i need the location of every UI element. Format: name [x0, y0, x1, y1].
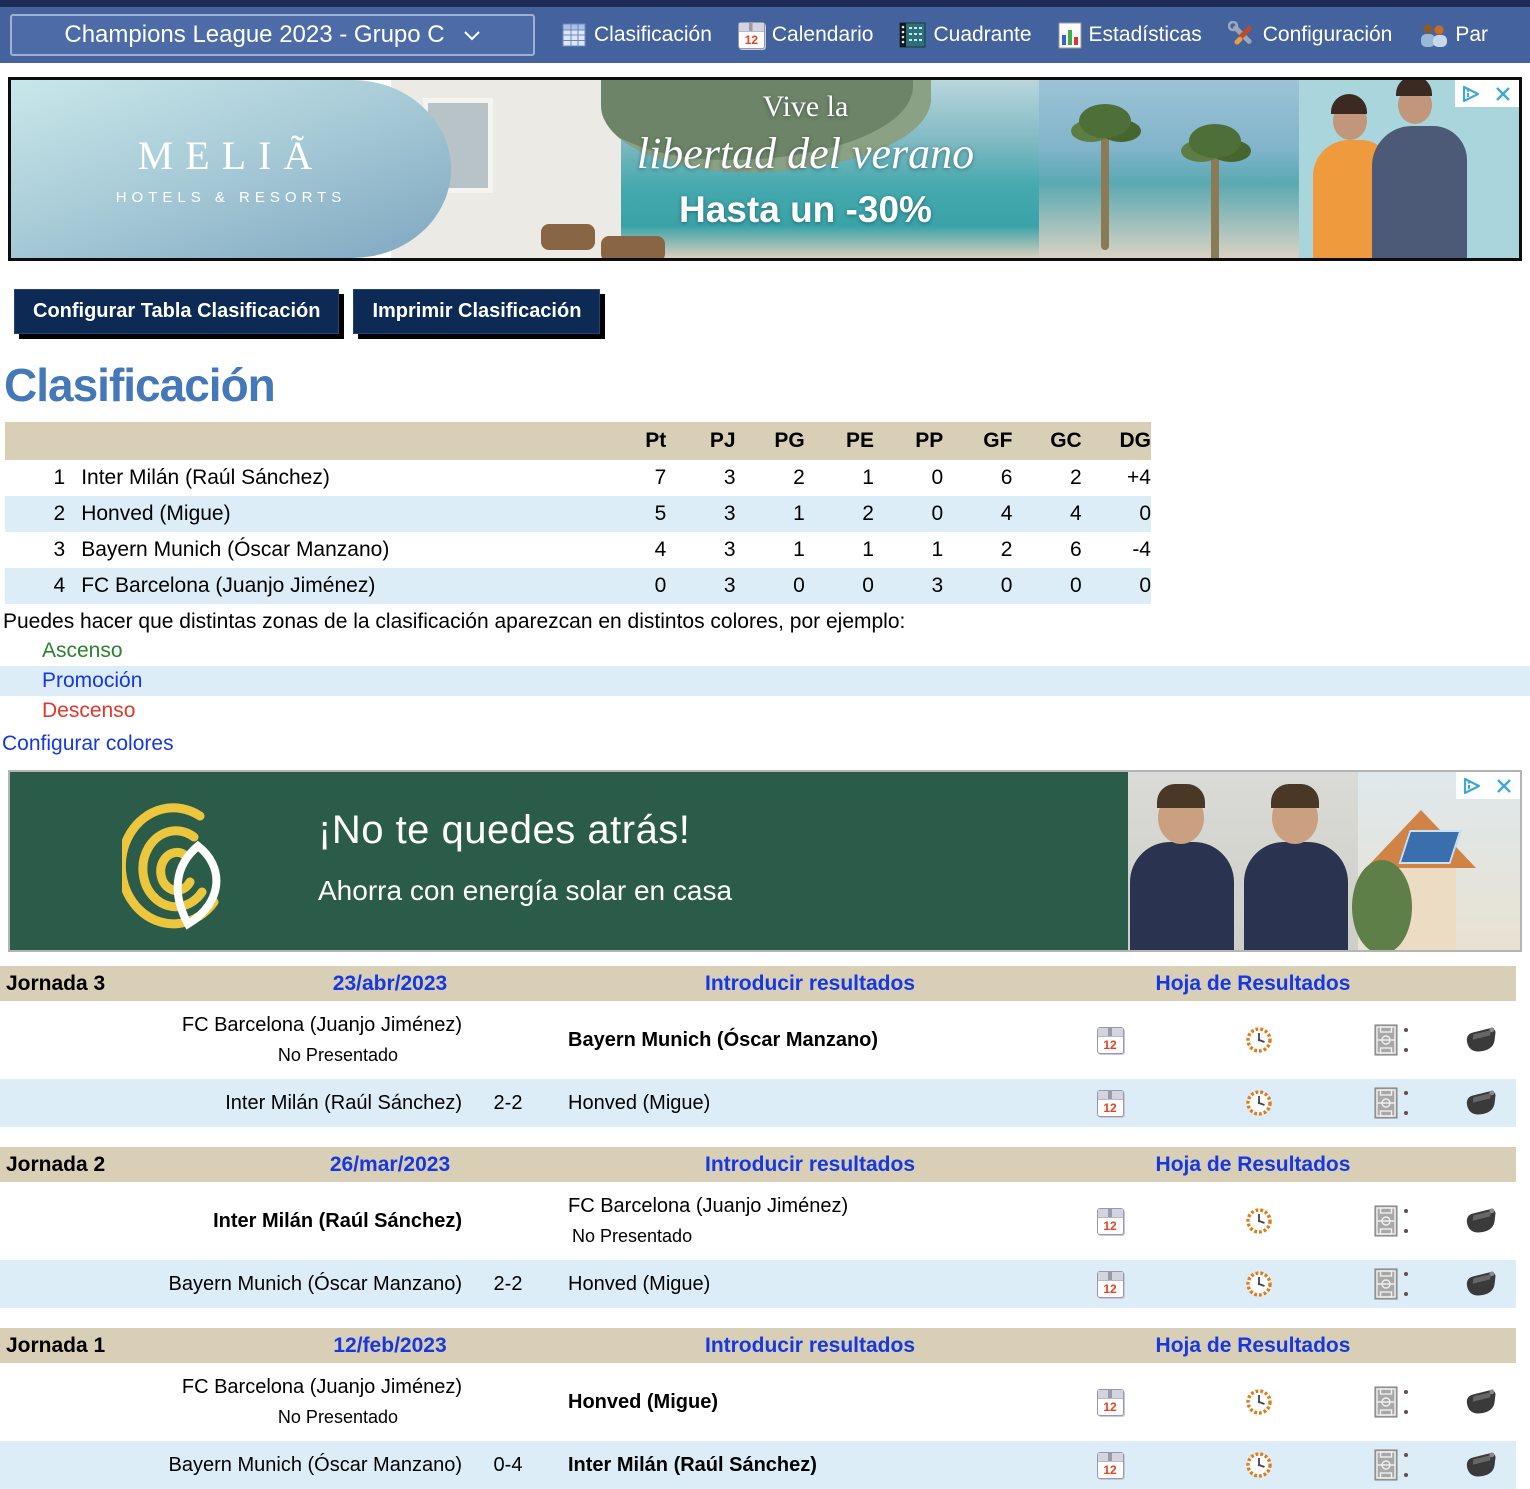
home-note: No Presentado [277, 1045, 398, 1065]
match-field-button[interactable] [1338, 1268, 1444, 1300]
page-title: Clasificación [4, 359, 275, 411]
match-time-button[interactable] [1180, 1451, 1338, 1479]
solar-subline: Ahorra con energía solar en casa [318, 875, 733, 906]
col-gf: GF [943, 422, 1012, 460]
ad-info-icon[interactable] [1456, 772, 1488, 799]
nav-item-estadisticas[interactable] [1058, 22, 1202, 49]
people-icon [1418, 22, 1448, 48]
match-calendar-button[interactable] [1040, 1090, 1180, 1117]
nav-item-clasificacion[interactable] [561, 22, 712, 48]
nav-item-label: Clasificación [594, 23, 712, 46]
table-row: 4 FC Barcelona (Juanjo Jiménez) 0 3 0 0 3 0 0 0 [5, 568, 1151, 604]
nav-item-calendario[interactable] [738, 22, 874, 49]
home-team: Inter Milán (Raúl Sánchez) [225, 1091, 462, 1114]
round-title: Jornada 3 [6, 971, 106, 995]
ad-controls [1455, 80, 1519, 107]
nav-item-cuadrante[interactable] [899, 22, 1031, 48]
match-referee-button[interactable] [1444, 1088, 1516, 1118]
ad-controls [1456, 772, 1520, 799]
table-row: 2 Honved (Migue) 5 3 1 2 0 4 4 0 [5, 496, 1151, 532]
round-date-link[interactable]: 12/feb/2023 [333, 1333, 447, 1357]
calendar-icon: 12 [1097, 1027, 1124, 1054]
team-name: FC Barcelona (Juanjo Jiménez) [81, 574, 376, 597]
team-name: Honved (Migue) [81, 502, 231, 525]
team-name: Inter Milán (Raúl Sánchez) [81, 466, 330, 489]
round-date-link[interactable]: 26/mar/2023 [329, 1152, 451, 1176]
match-calendar-button[interactable] [1040, 1208, 1180, 1235]
ad-banner-solar[interactable] [8, 770, 1522, 952]
melia-logo-panel [11, 80, 451, 258]
table-icon [561, 22, 587, 48]
whistle-icon [1460, 1025, 1500, 1055]
match-row [0, 1441, 1516, 1489]
league-selector-value: Champions League 2023 - Grupo C [64, 21, 445, 48]
ad-banner-melia[interactable] [8, 77, 1522, 261]
match-field-button[interactable] [1338, 1087, 1444, 1119]
color-zones-note [0, 608, 1530, 756]
enter-results-link[interactable]: Introducir resultados [704, 971, 916, 995]
away-note: No Presentado [572, 1226, 693, 1246]
solar-company-logo [122, 790, 242, 943]
configure-table-button[interactable]: Configurar Tabla Clasificación [14, 289, 339, 334]
whistle-icon [1460, 1450, 1500, 1480]
away-team: Honved (Migue) [568, 1272, 711, 1295]
clock-icon [1245, 1207, 1273, 1235]
match-referee-button[interactable] [1444, 1269, 1516, 1299]
nav-item-label: Configuración [1262, 23, 1393, 46]
col-pe: PE [805, 422, 874, 460]
match-row [0, 1260, 1516, 1308]
match-field-button[interactable] [1338, 1386, 1444, 1418]
match-row [0, 1363, 1516, 1441]
round-title: Jornada 1 [6, 1333, 106, 1357]
bar-chart-icon [1058, 22, 1082, 49]
home-note: No Presentado [277, 1407, 398, 1427]
calendar-icon: 12 [1097, 1389, 1124, 1416]
whistle-icon [1460, 1269, 1500, 1299]
field-icon [1374, 1205, 1398, 1237]
standings-header-row [5, 422, 1151, 460]
field-icon [1374, 1024, 1398, 1056]
top-navigation-bar [0, 7, 1530, 63]
calendar-icon: 12 [1097, 1090, 1124, 1117]
zone-ascenso-label: Ascenso [42, 639, 123, 662]
ad-close-icon[interactable] [1487, 80, 1519, 107]
results-sheet-link[interactable]: Hoja de Resultados [1155, 1333, 1351, 1357]
melia-brand-sub: HOTELS & RESORTS [115, 189, 347, 206]
col-pp: PP [874, 422, 943, 460]
print-standings-button[interactable]: Imprimir Clasificación [353, 289, 600, 334]
home-team: FC Barcelona (Juanjo Jiménez) [181, 1014, 462, 1036]
field-icon [1374, 1386, 1398, 1418]
team-name: Bayern Munich (Óscar Manzano) [81, 538, 390, 561]
match-referee-button[interactable] [1444, 1450, 1516, 1480]
results-sheet-link[interactable]: Hoja de Resultados [1155, 971, 1351, 995]
match-calendar-button[interactable] [1040, 1389, 1180, 1416]
match-calendar-button[interactable] [1040, 1271, 1180, 1298]
standings-table [5, 422, 1151, 604]
away-team: Inter Milán (Raúl Sánchez) [568, 1453, 817, 1476]
match-calendar-button[interactable] [1040, 1027, 1180, 1054]
match-row [0, 1079, 1516, 1127]
rounds-list [0, 966, 1530, 1489]
ad-info-icon[interactable] [1455, 80, 1487, 107]
calendar-icon: 12 [1097, 1452, 1124, 1479]
bracket-grid-icon [899, 22, 926, 48]
col-pj: PJ [666, 422, 735, 460]
field-icon [1374, 1087, 1398, 1119]
match-score: 0-4 [493, 1453, 523, 1476]
match-referee-button[interactable] [1444, 1206, 1516, 1236]
tools-icon [1228, 21, 1256, 49]
away-team: Bayern Munich (Óscar Manzano) [568, 1028, 879, 1051]
round-header [0, 1147, 1516, 1182]
match-time-button[interactable] [1180, 1089, 1338, 1117]
clock-icon [1245, 1089, 1273, 1117]
round-header [0, 1328, 1516, 1363]
match-calendar-button[interactable] [1040, 1452, 1180, 1479]
whistle-icon [1460, 1387, 1500, 1417]
match-field-button[interactable] [1338, 1449, 1444, 1481]
match-row [0, 1182, 1516, 1260]
solar-ad-text [318, 808, 732, 907]
color-zones-intro: Puedes hacer que distintas zonas de la clasificación aparezcan en distintos colores, por ejemplo: [3, 610, 906, 633]
round-header [0, 966, 1516, 1001]
clock-icon [1245, 1451, 1273, 1479]
league-selector[interactable] [10, 14, 535, 56]
chevron-down-icon [463, 30, 481, 41]
col-pt: Pt [597, 422, 666, 460]
ad-close-icon[interactable] [1488, 772, 1520, 799]
away-team: Honved (Migue) [568, 1091, 711, 1114]
col-dg: DG [1082, 422, 1151, 460]
top-window-strip [0, 0, 1530, 7]
home-team: FC Barcelona (Juanjo Jiménez) [181, 1376, 462, 1398]
clock-icon [1245, 1270, 1273, 1298]
match-referee-button[interactable] [1444, 1387, 1516, 1417]
solar-people-photo [1128, 772, 1358, 950]
match-time-button[interactable] [1180, 1207, 1338, 1235]
clock-icon [1245, 1026, 1273, 1054]
match-referee-button[interactable] [1444, 1025, 1516, 1055]
round-jornada-3 [0, 966, 1516, 1127]
home-team: Bayern Munich (Óscar Manzano) [168, 1453, 462, 1476]
match-field-button[interactable] [1338, 1024, 1444, 1056]
round-title: Jornada 2 [6, 1152, 106, 1176]
configure-colors-link[interactable]: Configurar colores [2, 732, 174, 755]
match-row [0, 1001, 1516, 1079]
results-sheet-link[interactable]: Hoja de Resultados [1155, 1152, 1351, 1176]
calendar-icon: 12 [738, 22, 765, 49]
nav-item-label: Par [1455, 23, 1489, 46]
calendar-icon: 12 [1097, 1271, 1124, 1298]
round-jornada-2 [0, 1147, 1516, 1308]
match-time-button[interactable] [1180, 1026, 1338, 1054]
nav-item-label: Estadísticas [1088, 23, 1202, 46]
match-score: 2-2 [493, 1091, 523, 1114]
field-icon [1374, 1449, 1398, 1481]
col-gc: GC [1012, 422, 1081, 460]
match-score: 2-2 [493, 1272, 523, 1295]
nav-item-label: Cuadrante [933, 23, 1032, 46]
zone-descenso-label: Descenso [42, 699, 136, 722]
solar-headline: ¡No te quedes atrás! [318, 808, 691, 852]
enter-results-link[interactable]: Introducir resultados [704, 1152, 916, 1176]
round-jornada-1 [0, 1328, 1516, 1489]
whistle-icon [1460, 1088, 1500, 1118]
enter-results-link[interactable]: Introducir resultados [704, 1333, 916, 1357]
table-row: 1 Inter Milán (Raúl Sánchez) 7 3 2 1 0 6 2 +4 [5, 460, 1151, 496]
home-team: Inter Milán (Raúl Sánchez) [213, 1209, 462, 1232]
match-time-button[interactable] [1180, 1270, 1338, 1298]
away-team: Honved (Migue) [568, 1390, 718, 1413]
nav-item-configuracion[interactable] [1228, 21, 1393, 49]
away-team: FC Barcelona (Juanjo Jiménez) [568, 1195, 849, 1217]
melia-brand: MELIÃ [137, 133, 325, 178]
melia-tagline: Vive la libertad del verano Hasta un -30% [636, 90, 975, 230]
toolbar [14, 289, 1530, 334]
nav-item-participantes[interactable] [1418, 22, 1488, 48]
round-date-link[interactable]: 23/abr/2023 [332, 971, 448, 995]
match-field-button[interactable] [1338, 1205, 1444, 1237]
nav-item-label: Calendario [771, 23, 874, 46]
field-icon [1374, 1268, 1398, 1300]
table-row: 3 Bayern Munich (Óscar Manzano) 4 3 1 1 1 2 6 -4 [5, 532, 1151, 568]
col-pg: PG [736, 422, 805, 460]
clock-icon [1245, 1388, 1273, 1416]
melia-beach-photo [1039, 80, 1519, 258]
home-team: Bayern Munich (Óscar Manzano) [168, 1272, 462, 1295]
zone-promocion-label: Promoción [0, 666, 1530, 696]
whistle-icon [1460, 1206, 1500, 1236]
match-time-button[interactable] [1180, 1388, 1338, 1416]
calendar-icon: 12 [1097, 1208, 1124, 1235]
